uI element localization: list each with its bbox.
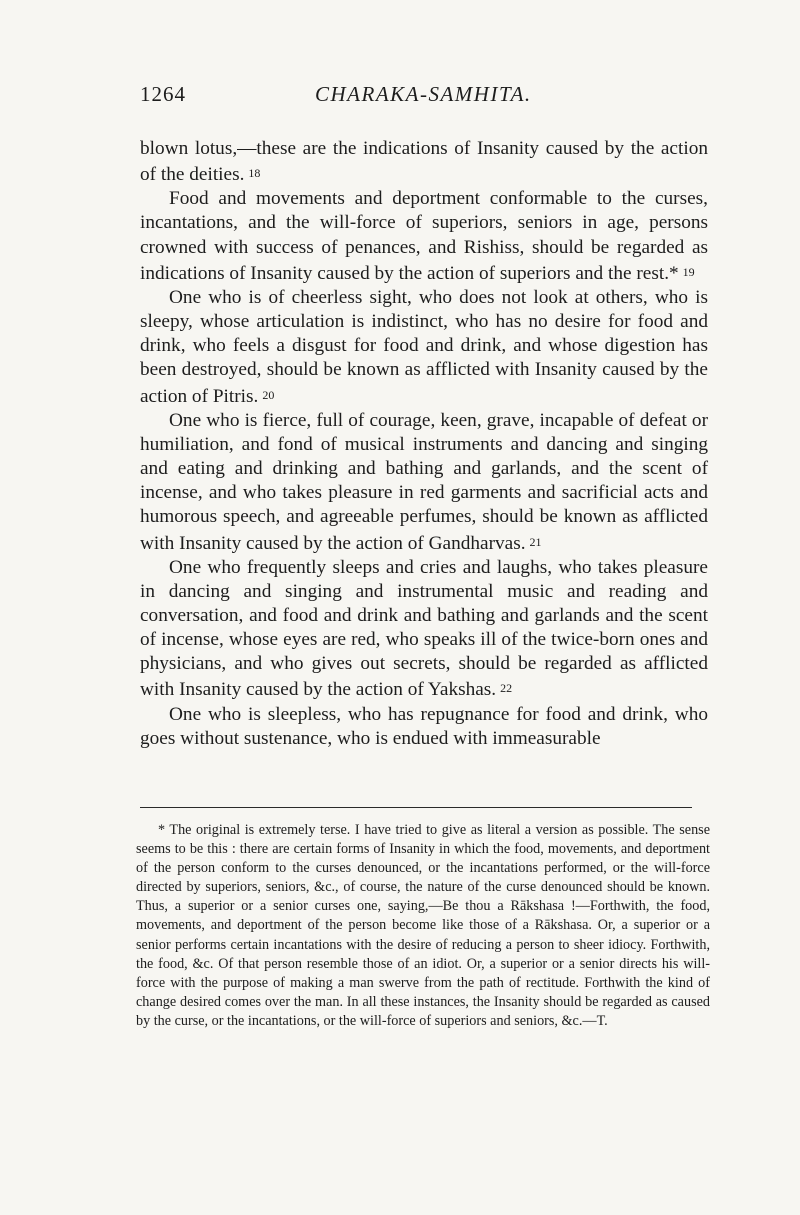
verse-number: 18 <box>248 166 261 181</box>
page-header <box>140 82 710 112</box>
paragraph-text: Food and movements and deportment conformable to the curses, incantations, and the will-force of superiors, seniors in age, persons crowned with success of penances, and Rishiss, should be regarded as indications of Insanity caused by the action of superiors and the rest.* <box>140 188 708 284</box>
verse-number: 22 <box>500 681 513 696</box>
verse-number: 21 <box>529 534 542 549</box>
running-title: CHARAKA-SAMHITA. <box>315 82 532 106</box>
page-number: 1264 <box>140 82 186 106</box>
paragraph-text: One who is fierce, full of courage, keen, grave, incapable of defeat or humiliation, and fond of musical instruments and dancing and singing and eating and drinking and bathing and garlands, and the scent of incense, and who takes pleasure in red garments and sacrificial acts and humorous speech, and agreeable perfumes, should be known as afflicted with Insanity caused by the action of Gandharvas. <box>140 409 708 554</box>
paragraph-yakshas <box>140 556 708 703</box>
paragraph-deities <box>140 137 708 187</box>
footnote: * The original is extremely terse. I have tried to give as literal a version as possible. The sense seems to be this : there are certain forms of Insanity in which the food, movements, and deportment of the person conform to the curses denounced, or the incantations performed, or the will-force directed by superiors, seniors, &c., of course, the nature of the curse denounced should be known. Thus, a superior or a senior curses one, saying,—Be thou a Rākshasa !—Forthwith, the food, movements, and deportment of the person become like those of a Rākshasa. Or, a superior or a senior performs certain incantations with the desire of reducing a person to sheer idiocy. Forthwith, the food, &c. Of that person resemble those of an idiot. Or, a superior or a senior directs his will-force with the purpose of making a man swerve from the path of rectitude. Forthwith the kind of change desired comes over the man. In all these instances, the Insanity should be regarded as caused by the curse, or the incantations, or the will-force of superiors and seniors, &c.—T. <box>136 822 710 1029</box>
paragraph-text: One who frequently sleeps and cries and laughs, who takes pleasure in dancing and singing and instrumental music and reading and conversation, and food and drink and bathing and garlands and the scent of incense, whose eyes are red, who speaks ill of the twice-born ones and physicians, and who gives out secrets, should be regarded as afflicted with Insanity caused by the action of Yakshas. <box>140 556 708 701</box>
paragraph-text: blown lotus,—these are the indications of Insanity caused by the action of the deities. <box>140 138 708 186</box>
paragraph-text: One who is sleepless, who has repugnance for food and drink, who goes without sustenance, who is endued with immeasurable <box>140 703 708 749</box>
paragraph-superiors <box>140 187 708 286</box>
paragraph-text: One who is of cheerless sight, who does not look at others, who is sleepy, whose articulation is indistinct, who has no desire for food and drink, who feels a disgust for food and drink, and whose digestion has been destroyed, should be known as afflicted with Insanity caused by the action of Pitris. <box>140 286 708 407</box>
body-text <box>140 137 708 751</box>
footnote-divider <box>140 807 692 808</box>
paragraph-pitris <box>140 286 708 409</box>
verse-number: 19 <box>682 264 695 279</box>
paragraph-sleepless <box>140 703 708 751</box>
verse-number: 20 <box>262 387 275 402</box>
paragraph-gandharvas <box>140 409 708 556</box>
